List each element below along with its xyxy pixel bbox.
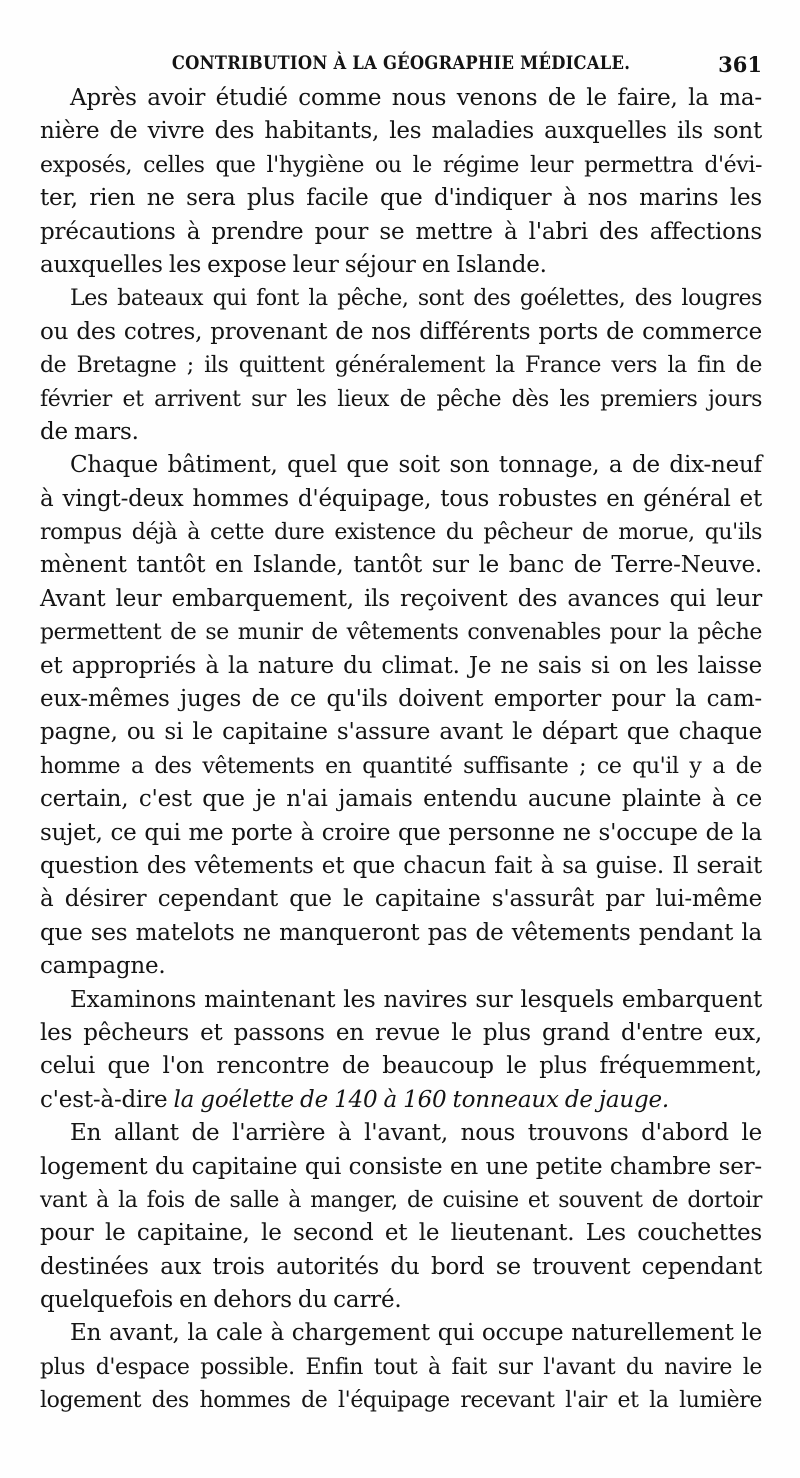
text-line: question des vêtements et que chacun fait à sa guise. Il serait [40, 852, 762, 879]
text-line: pour le capitaine, le second et le lieutenant. Les couchettes [40, 1220, 762, 1247]
text-line: En avant, la cale à chargement qui occupe naturellement le [70, 1320, 762, 1347]
page-number: 361 [718, 52, 762, 77]
text-line: Après avoir étudié comme nous venons de le faire, la ma- [70, 85, 762, 111]
text-line: ou des cotres, provenant de nos différents ports de commerce [40, 318, 762, 345]
text-line: Examinons maintenant les navires sur lesquels embarquent [70, 986, 762, 1013]
text-line: mènent tantôt en Islande, tantôt sur le banc de Terre-Neuve. [40, 552, 762, 579]
running-head [40, 52, 762, 82]
text-line: logement des hommes de l'équipage recevant l'air et la lumière [40, 1388, 762, 1414]
text-line: et appropriés à la nature du climat. Je ne sais si on les laisse [40, 652, 762, 679]
text-segment: c'est-à-dire [40, 1086, 174, 1113]
text-line: nière de vivre des habitants, les maladies auxquelles ils sont [40, 118, 762, 145]
text-line: de mars. [40, 418, 139, 445]
text-line: à désirer cependant que le capitaine s'assurât par lui-même [40, 886, 762, 913]
text-line: que ses matelots ne manqueront pas de vêtements pendant la [40, 919, 762, 946]
text-line: Avant leur embarquement, ils reçoivent des avances qui leur [40, 585, 762, 612]
text-line: homme a des vêtements en quantité suffisante ; ce qu'il y a de [40, 753, 762, 779]
text-line: février et arrivent sur les lieux de pêche dès les premiers jours [40, 386, 762, 412]
text-line: précautions à prendre pour se mettre à l'abri des affections [40, 218, 762, 245]
text-line: eux-mêmes juges de ce qu'ils doivent emporter pour la cam- [40, 686, 762, 713]
text-line: destinées aux trois autorités du bord se trouvent cependant [40, 1253, 762, 1280]
text-line: vant à la fois de salle à manger, de cuisine et souvent de dortoir [40, 1187, 762, 1213]
text-line: Les bateaux qui font la pêche, sont des goélettes, des lougres [70, 286, 762, 312]
text-line: les pêcheurs et passons en revue le plus grand d'entre eux, [40, 1019, 762, 1046]
text-line: plus d'espace possible. Enfin tout à fait sur l'avant du navire le [40, 1354, 762, 1380]
italic-phrase: la goélette de 140 à 160 tonneaux de jauge. [173, 1086, 670, 1113]
text-line: de Bretagne ; ils quittent généralement la France vers la fin de [40, 353, 762, 379]
text-line: logement du capitaine qui consiste en une petite chambre ser- [40, 1153, 762, 1180]
text-line: certain, c'est que je n'ai jamais entendu aucune plainte à ce [40, 786, 762, 813]
text-line: ter, rien ne sera plus facile que d'indiquer à nos marins les [40, 185, 762, 212]
body-text [40, 82, 762, 1418]
text-line: pagne, ou si le capitaine s'assure avant le départ que chaque [40, 719, 762, 746]
text-line: auxquelles les expose leur séjour en Islande. [40, 251, 547, 278]
text-line: à vingt-deux hommes d'équipage, tous robustes en général et [40, 485, 762, 512]
text-line: quelquefois en dehors du carré. [40, 1287, 402, 1314]
text-line [40, 1084, 762, 1117]
text-line: sujet, ce qui me porte à croire que personne ne s'occupe de la [40, 819, 762, 846]
text-line: rompus déjà à cette dure existence du pêcheur de morue, qu'ils [40, 520, 762, 546]
text-line: En allant de l'arrière à l'avant, nous trouvons d'abord le [70, 1120, 762, 1147]
text-line: Chaque bâtiment, quel que soit son tonnage, a de dix-neuf [70, 452, 762, 479]
running-title: CONTRIBUTION À LA GÉOGRAPHIE MÉDICALE. [171, 52, 631, 74]
text-line: exposés, celles que l'hygiène ou le régime leur permettra d'évi- [40, 152, 762, 178]
text-line: permettent de se munir de vêtements convenables pour la pêche [40, 620, 762, 646]
text-line: campagne. [40, 953, 166, 980]
text-line: celui que l'on rencontre de beaucoup le plus fréquemment, [40, 1053, 762, 1080]
